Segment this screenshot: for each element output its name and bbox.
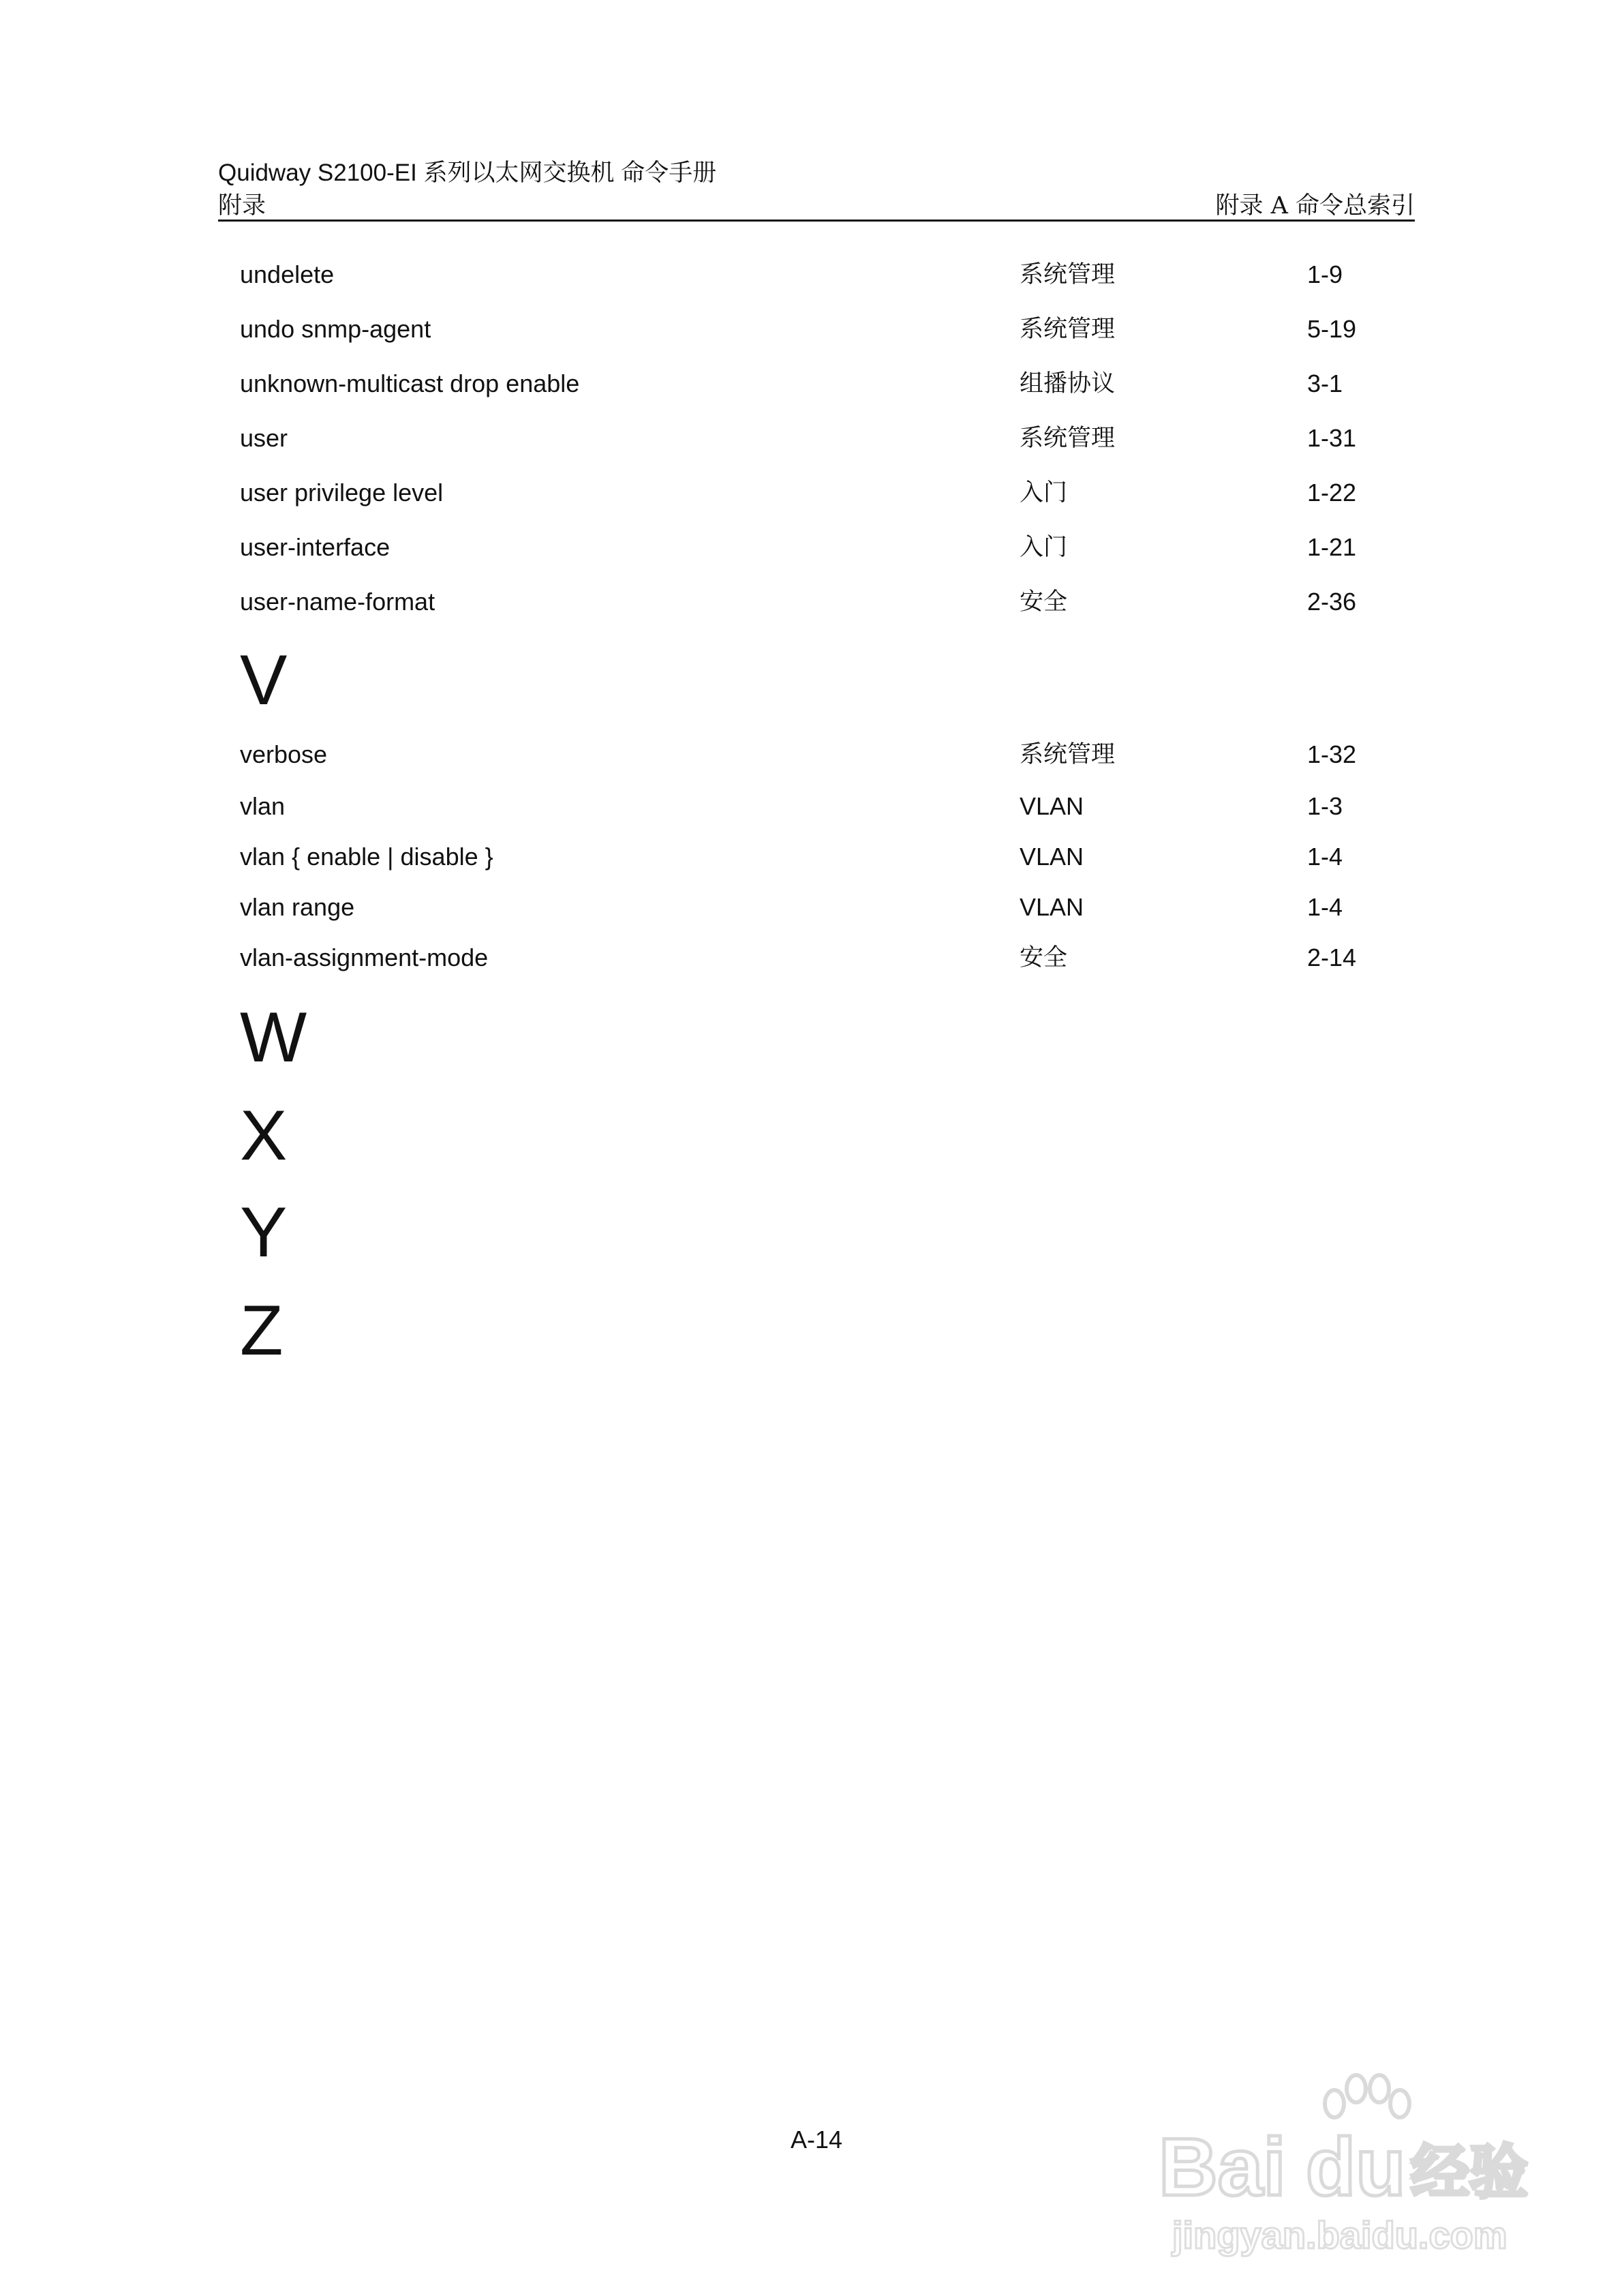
index-row [240,367,1398,401]
module-name: 入门 [1020,479,1068,507]
module-name: 系统管理 [1020,741,1116,768]
page-reference: 1-4 [1307,843,1343,871]
command-name: undo snmp-agent [240,315,431,343]
module-name: 系统管理 [1020,261,1116,288]
document-title: Quidway S2100-EI 系列以太网交换机 命令手册 [218,160,717,186]
index-row [240,941,1398,975]
module-name: 系统管理 [1020,316,1116,343]
watermark-url: jingyan.baidu.com [1172,2214,1508,2256]
baidu-jingyan-watermark-logo [1152,2066,1533,2263]
index-letter-heading-v: V [240,641,288,720]
index-row [240,258,1398,292]
index-letter-heading-x: X [240,1096,288,1175]
watermark-brand-suffix: 经验 [1411,2139,1528,2207]
index-row [240,530,1398,564]
page-reference: 3-1 [1307,369,1343,397]
module-name: 系统管理 [1020,425,1116,452]
command-name: user-interface [240,533,391,561]
page-reference: 1-9 [1307,260,1343,288]
command-name: vlan [240,792,286,820]
page-reference: 2-14 [1307,943,1357,971]
index-row [240,312,1398,346]
header-chapter-label [1215,187,1415,221]
module-name: VLAN [1020,792,1084,820]
index-letter-heading-w: W [240,998,307,1077]
index-letter-heading-y: Y [240,1193,288,1272]
command-name: user [240,424,288,452]
header-section-label: 附录 [218,192,266,220]
module-name: 组播协议 [1020,370,1116,397]
index-row [240,789,1398,824]
watermark-brand-text-2: du [1306,2121,1406,2213]
page-reference: 1-22 [1307,479,1357,507]
module-name: VLAN [1020,843,1084,871]
header-divider [218,220,1415,222]
command-name: user privilege level [240,479,444,507]
header-chapter-prefix: 附录 A [1215,192,1296,220]
module-name: 入门 [1020,534,1068,561]
command-name: vlan range [240,893,355,921]
module-name: VLAN [1020,893,1084,921]
module-name: 安全 [1020,588,1068,616]
index-row [240,585,1398,619]
index-row [240,738,1398,772]
index-row [240,890,1398,924]
index-letter-heading-z: Z [240,1291,284,1370]
page-reference: 1-4 [1307,893,1343,921]
index-row [240,476,1398,510]
command-name: undelete [240,260,335,288]
page-reference: 5-19 [1307,315,1357,343]
command-name: vlan-assignment-mode [240,943,489,971]
page-reference: 1-32 [1307,740,1357,768]
command-name: user-name-format [240,588,435,616]
page-reference: 1-3 [1307,792,1343,820]
page-number: A-14 [791,2126,843,2154]
module-name: 安全 [1020,944,1068,971]
command-name: unknown-multicast drop enable [240,369,580,397]
page-reference: 1-21 [1307,533,1357,561]
index-row [240,421,1398,455]
index-row [240,840,1398,874]
header-chapter-suffix: 命令总索引 [1295,192,1415,220]
command-name: vlan { enable | disable } [240,843,493,871]
page-reference: 2-36 [1307,588,1357,616]
page-header [218,154,1415,222]
command-name: verbose [240,740,328,768]
watermark-brand-text: Bai [1159,2121,1286,2213]
page-reference: 1-31 [1307,424,1357,452]
